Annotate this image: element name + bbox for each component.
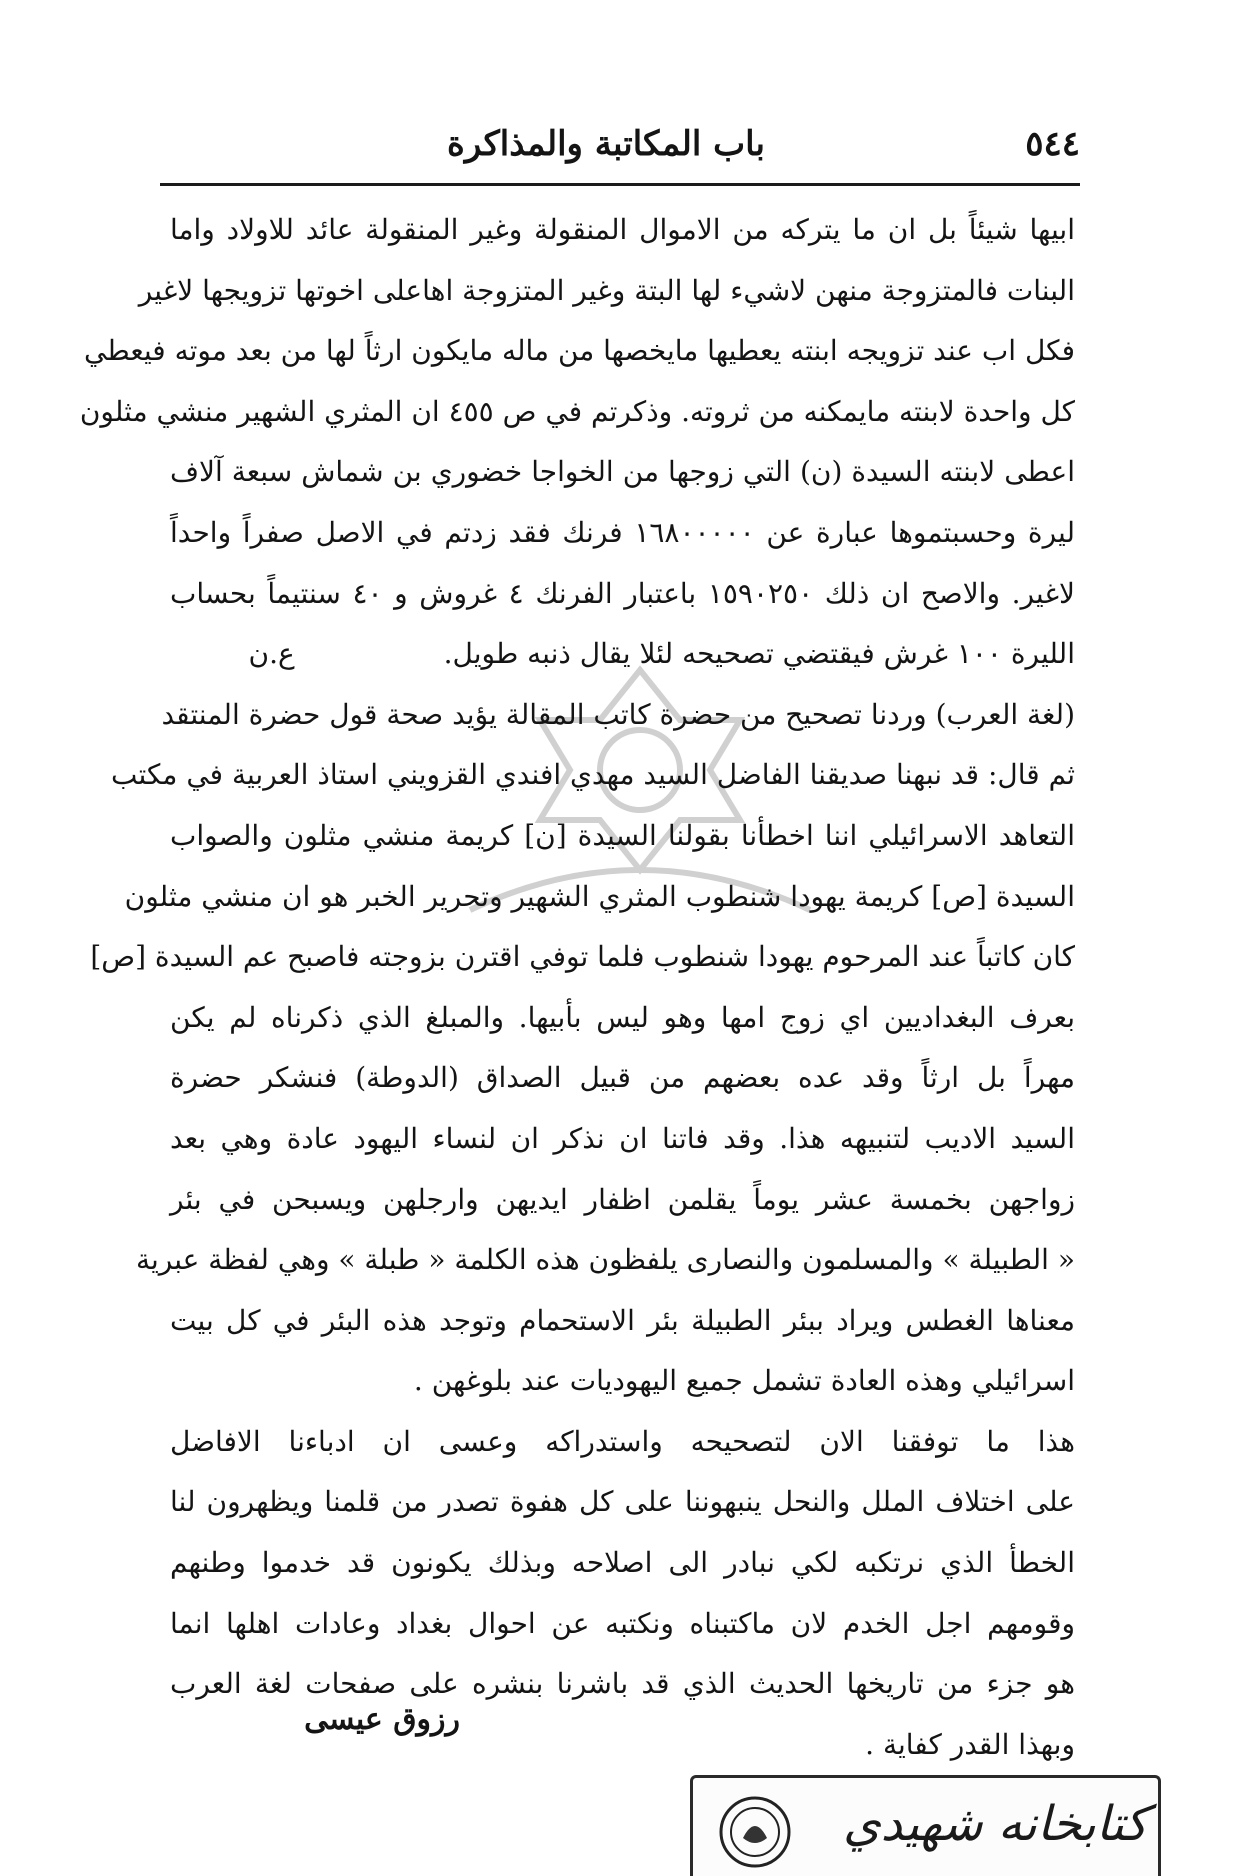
text-line: بعرف البغداديين اي زوج امها وهو ليس بأبيها. والمبلغ الذي ذكرناه لم يكن — [170, 1000, 1075, 1034]
page-number: ٥٤٤ — [1025, 124, 1080, 164]
text-line: ابيها شيئاً بل ان ما يتركه من الاموال المنقولة وغير المنقولة عائد للاولاد واما — [170, 213, 1075, 246]
text-line: البنات فالمتزوجة منهن لاشيء لها البتة وغير المتزوجة اهاعلى اخوتها تزويجها لاغير — [138, 273, 1075, 307]
text-line: هو جزء من تاريخها الحديث الذي قد باشرنا بنشره على صفحات لغة العرب — [170, 1667, 1075, 1701]
author-initials: ع.ن — [248, 637, 295, 671]
seal-icon — [715, 1792, 795, 1872]
section-title: باب المكاتبة والمذاكرة — [447, 124, 765, 164]
article-body — [79, 200, 1075, 1775]
text-line: اعطى لابنته السيدة (ن) التي زوجها من الخواجا خضوري بن شماش سبعة آلاف — [170, 455, 1075, 489]
text-line: وقومهم اجل الخدم لان ماكتبناه ونكتبه عن احوال بغداد وعادات اهلها انما — [170, 1606, 1075, 1640]
text-line: فكل اب عند تزويجه ابنته يعطيها مايخصها من ماله مايكون ارثاً لها من بعد موته فيعطي — [84, 334, 1075, 368]
text-line-content: الليرة ١٠٠ غرش فيقتضي تصحيحه لئلا يقال ذنبه طويل. — [443, 637, 1075, 671]
page-header — [160, 120, 1080, 178]
text-line: ثم قال: قد نبهنا صديقنا الفاضل السيد مهدي افندي القزويني استاذ العربية في مكتب — [111, 758, 1075, 792]
text-line: هذا ما توفقنا الان لتصحيحه واستدراكه وعسى ان ادباءنا الافاضل — [170, 1424, 1075, 1458]
text-line: على اختلاف الملل والنحل ينبهوننا على كل هفوة تصدر من قلمنا ويظهرون لنا — [170, 1485, 1075, 1519]
text-line: كان كاتباً عند المرحوم يهودا شنطوب فلما توفي اقترن بزوجته فاصبح عم السيدة [ص] — [90, 940, 1075, 974]
text-line: ليرة وحسبتموها عبارة عن ١٦٨٠٠٠٠٠ فرنك فقد زدتم في الاصل صفراً واحداً — [170, 515, 1075, 549]
text-line: لاغير. والاصح ان ذلك ١٥٩٠٢٥٠ باعتبار الفرنك ٤ غروش و ٤٠ سنتيماً بحساب — [170, 576, 1075, 610]
text-line: وبهذا القدر كفاية . — [865, 1727, 1075, 1761]
text-line: التعاهد الاسرائيلي اننا اخطأنا بقولنا السيدة [ن] كريمة منشي مثلون والصواب — [170, 818, 1075, 852]
text-line — [170, 624, 1075, 685]
text-line: مهراً بل ارثاً وقد عده بعضهم من قبيل الصداق (الدوطة) فنشكر حضرة — [170, 1061, 1075, 1095]
text-line: كل واحدة لابنته مايمكنه من ثروته. وذكرتم في ص ٤٥٥ ان المثري الشهير منشي مثلون — [79, 394, 1075, 428]
text-line: السيدة [ص] كريمة يهودا شنطوب المثري الشهير وتحرير الخبر هو ان منشي مثلون — [124, 879, 1075, 913]
text-line: « الطبيلة » والمسلمون والنصارى يلفظون هذه الكلمة « طبلة » وهي لفظة عبرية — [135, 1243, 1075, 1277]
text-line: السيد الاديب لتنبيهه هذا. وقد فاتنا ان نذكر ان لنساء اليهود عادة وهي بعد — [170, 1121, 1075, 1155]
library-stamp — [690, 1775, 1161, 1876]
header-rule — [160, 183, 1080, 186]
stamp-text: كتابخانه شهيدي — [843, 1796, 1148, 1852]
text-line: الخطأ الذي نرتكبه لكي نبادر الى اصلاحه وبذلك يكونون قد خدموا وطنهم — [170, 1546, 1075, 1580]
text-line: معناها الغطس ويراد ببئر الطبيلة بئر الاستحمام وتوجد هذه البئر في كل بيت — [170, 1303, 1075, 1337]
text-line: اسرائيلي وهذه العادة تشمل جميع اليهوديات عند بلوغهن . — [413, 1364, 1075, 1398]
author-signature: رزوق عيسى — [304, 1702, 460, 1737]
text-line: زواجهن بخمسة عشر يوماً يقلمن اظفار ايديهن وارجلهن ويسبحن في بئر — [170, 1182, 1075, 1216]
text-line: (لغة العرب) وردنا تصحيح من حضرة كاتب المقالة يؤيد صحة قول حضرة المنتقد — [161, 697, 1075, 731]
